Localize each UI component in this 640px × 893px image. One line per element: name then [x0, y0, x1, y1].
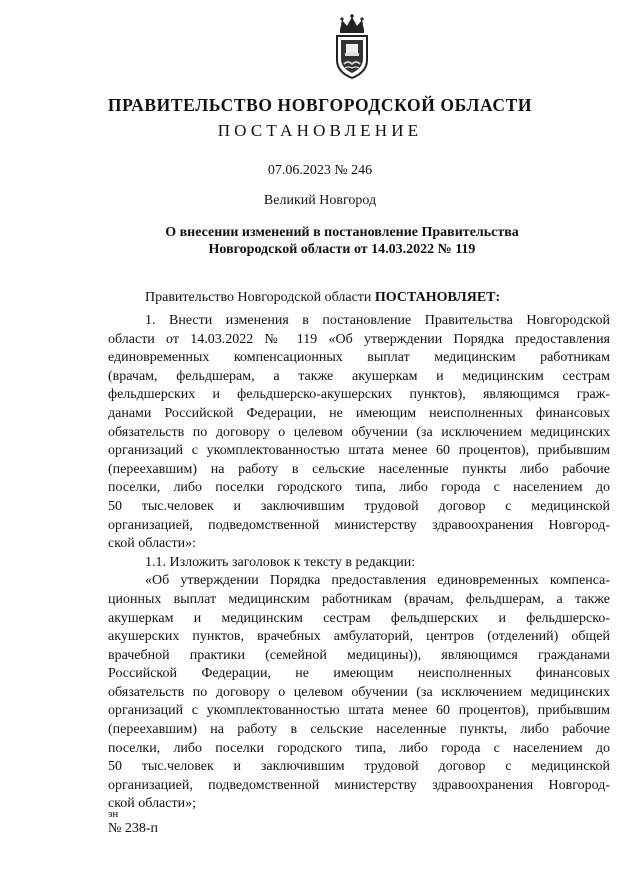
body-line: (переехавшим) на работу в сельские населенные пункты, либо рабочие [108, 722, 610, 738]
document-type: ПОСТАНОВЛЕНИЕ [217, 121, 423, 140]
coat-of-arms-icon [332, 14, 372, 80]
body-line: (переехавшим) на работу в сельские населенные пункты либо рабочие [108, 461, 610, 477]
document-footer [108, 808, 158, 837]
subject-line: О внесении изменений в постановление Правительства [165, 225, 519, 240]
body-line: обязательств по договору о целевом обучении (за исключением медицинских [108, 424, 610, 440]
body-line: Российской Федерации, не имеющим неисполненных финансовых [108, 666, 610, 682]
organization-title: ПРАВИТЕЛЬСТВО НОВГОРОДСКОЙ ОБЛАСТИ [107, 95, 533, 115]
body-line: организацией, подведомственной министерству здравоохранения Новгород- [108, 777, 610, 793]
preamble [145, 290, 500, 306]
body-line: области от 14.03.2022 № 119 «Об утверждении Порядка предоставления [108, 331, 610, 347]
body-line: 50 тыс.человек и заключившим трудовой договор с медицинской [108, 759, 610, 775]
document-date-number: 07.06.2023 № 246 [267, 163, 373, 178]
body-line: обязательств по договору о целевом обучении (за исключением медицинских [108, 684, 610, 700]
body-line: ской области»: [108, 536, 196, 552]
body-line: организацией, подведомственной министерству здравоохранения Новгород- [108, 517, 610, 533]
document-subject [130, 224, 554, 258]
body-line: врачебной практики (семейной медицины)), являющимся гражданами [108, 647, 610, 663]
body-line: ской области»; [108, 796, 196, 812]
document-city: Великий Новгород [263, 193, 377, 208]
preamble-text: Правительство Новгородской области [145, 290, 375, 305]
body-line: 1.1. Изложить заголовок к тексту в редакции: [145, 554, 416, 570]
body-line: организаций с укомплектованностью штата менее 60 процентов), прибывшим [108, 703, 610, 719]
body-line: 50 тыс.человек и заключившим трудовой договор с медицинской [108, 498, 610, 514]
registry-number: № 238-п [108, 821, 159, 836]
body-line: организаций с укомплектованностью штата менее 60 процентов), прибывшим [108, 443, 610, 459]
body-line: «Об утверждении Порядка предоставления единовременных компенса- [145, 573, 610, 589]
preamble-keyword: ПОСТАНОВЛЯЕТ: [374, 290, 501, 305]
subject-line: Новгородской области от 14.03.2022 № 119 [208, 242, 476, 257]
body-line: единовременных компенсационных выплат медицинским работникам [108, 350, 610, 366]
body-line: поселки, либо поселки городского типа, либо города с населением до [108, 480, 610, 496]
body-line: 1. Внести изменения в постановление Правительства Новгородской [145, 313, 610, 328]
body-line: данами Российской Федерации, не имеющим неисполненных финансовых [108, 405, 610, 421]
body-line: ционных выплат медицинским работникам (врачам, фельдшерам, а также [108, 591, 610, 607]
body-line: поселки, либо поселки городского типа, либо города с населением до [108, 740, 610, 756]
executor-initials: зн [108, 808, 119, 820]
body-line: акушеркам и медицинским сестрам фельдшерских и фельдшерско- [108, 610, 610, 626]
document-body [108, 312, 610, 814]
body-line: фельдшерских и фельдшерско-акушерских пунктов), являющимся граж- [108, 387, 610, 403]
body-line: акушерских пунктов, врачебных амбулаторий, центров (отделений) общей [108, 629, 610, 645]
body-line: (врачам, фельдшерам, а также акушеркам и медицинским сестрам [108, 368, 610, 384]
